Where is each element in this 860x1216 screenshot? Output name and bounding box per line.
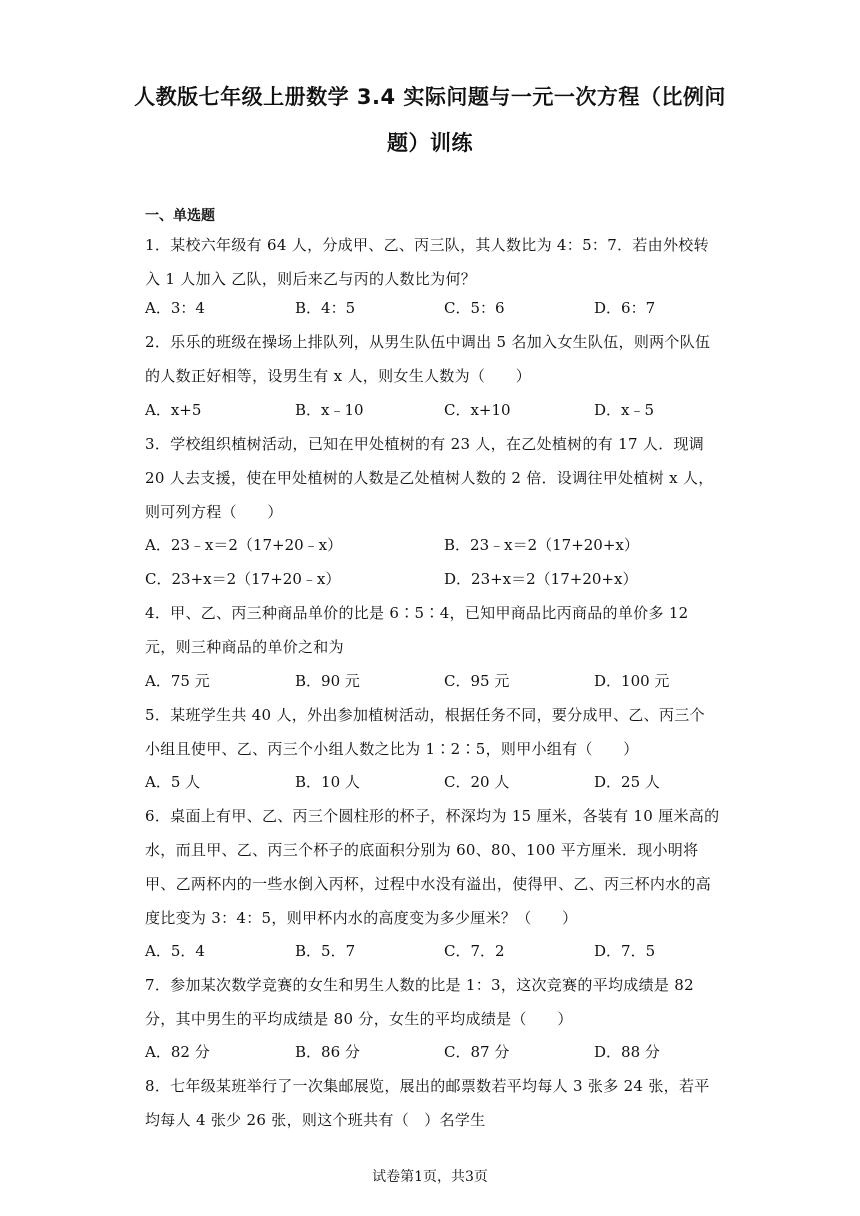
options-q3-row1 <box>145 528 745 562</box>
question-4: 4．甲、乙、丙三种商品单价的比是 6∶5∶4，已知甲商品比丙商品的单价多 12 元，则三种商品的单价之和为 <box>145 604 689 656</box>
option-c[interactable]: C．23+x＝2（17+20﹣x） <box>145 570 341 588</box>
options-q1 <box>145 291 745 325</box>
option-d[interactable]: D．23+x＝2（17+20+x） <box>444 570 638 588</box>
page-footer: 试卷第1页，共3页 <box>372 1169 488 1185</box>
page-title: 人教版七年级上册数学 3.4 实际问题与一元一次方程（比例问题）训练 <box>134 85 726 155</box>
option-c[interactable]: C．5：6 <box>444 299 505 317</box>
option-b[interactable]: B．23﹣x＝2（17+20+x） <box>444 536 639 554</box>
question-1: 1．某校六年级有 64 人，分成甲、乙、丙三队，其人数比为 4：5：7．若由外校转入 1 人加入 乙队，则后来乙与丙的人数比为何？ <box>145 236 709 288</box>
option-b[interactable]: B．10 人 <box>295 773 360 791</box>
option-c[interactable]: C．87 分 <box>444 1043 510 1061</box>
option-a[interactable]: A．75 元 <box>145 672 210 690</box>
option-a[interactable]: A．5．4 <box>145 942 205 960</box>
question-2: 2．乐乐的班级在操场上排队列，从男生队伍中调出 5 名加入女生队伍，则两个队伍的人数正好相等，设男生有 x 人，则女生人数为（ ） <box>145 333 711 385</box>
options-q3-row2 <box>145 562 745 596</box>
option-a[interactable]: A．5 人 <box>145 773 201 791</box>
option-a[interactable]: A．x+5 <box>145 401 202 419</box>
option-b[interactable]: B．90 元 <box>295 672 360 690</box>
option-d[interactable]: D．7．5 <box>594 942 656 960</box>
section-heading: 一、单选题 <box>145 208 215 224</box>
option-c[interactable]: C．x+10 <box>444 401 511 419</box>
option-b[interactable]: B．5．7 <box>295 942 356 960</box>
question-8: 8．七年级某班举行了一次集邮展览，展出的邮票数若平均每人 3 张多 24 张，若平均每人 4 张少 26 张，则这个班共有（ ）名学生 <box>145 1077 710 1129</box>
option-d[interactable]: D．x﹣5 <box>594 401 655 419</box>
option-b[interactable]: B．4：5 <box>295 299 356 317</box>
option-c[interactable]: C．20 人 <box>444 773 510 791</box>
option-d[interactable]: D．100 元 <box>594 672 670 690</box>
option-b[interactable]: B．x﹣10 <box>295 401 364 419</box>
option-a[interactable]: A．82 分 <box>145 1043 210 1061</box>
option-b[interactable]: B．86 分 <box>295 1043 360 1061</box>
option-d[interactable]: D．88 分 <box>594 1043 660 1061</box>
options-q6 <box>145 934 745 968</box>
question-7: 7．参加某次数学竞赛的女生和男生人数的比是 1：3，这次竞赛的平均成绩是 82 分，其中男生的平均成绩是 80 分，女生的平均成绩是（ ） <box>145 976 694 1028</box>
options-q7 <box>145 1035 745 1069</box>
option-c[interactable]: C．7．2 <box>444 942 505 960</box>
options-q5 <box>145 765 745 799</box>
option-d[interactable]: D．6：7 <box>594 299 656 317</box>
question-5: 5．某班学生共 40 人，外出参加植树活动，根据任务不同，要分成甲、乙、丙三个小组且使甲、乙、丙三个小组人数之比为 1∶2∶5，则甲小组有（ ） <box>145 706 705 758</box>
option-a[interactable]: A．23﹣x＝2（17+20﹣x） <box>145 536 343 554</box>
option-d[interactable]: D．25 人 <box>594 773 660 791</box>
option-a[interactable]: A．3：4 <box>145 299 205 317</box>
question-6: 6．桌面上有甲、乙、丙三个圆柱形的杯子，杯深均为 15 厘米，各装有 10 厘米高的水，而且甲、乙、丙三个杯子的底面积分别为 60、80、100 平方厘米．现小明将甲、乙两杯内的一些水倒入丙杯，过程中水没有溢出，使得甲、乙、丙三杯内水的高度比变为 3：4：5，则甲杯内水的高度变为多少厘米？（ ） <box>145 807 720 927</box>
question-3: 3．学校组织植树活动，已知在甲处植树的有 23 人，在乙处植树的有 17 人．现调 20 人去支援，使在甲处植树的人数是乙处植树人数的 2 倍．设调往甲处植树 x 人，则可列方程（ ） <box>145 435 714 521</box>
option-c[interactable]: C．95 元 <box>444 672 510 690</box>
options-q2 <box>145 393 745 427</box>
options-q4 <box>145 664 745 698</box>
